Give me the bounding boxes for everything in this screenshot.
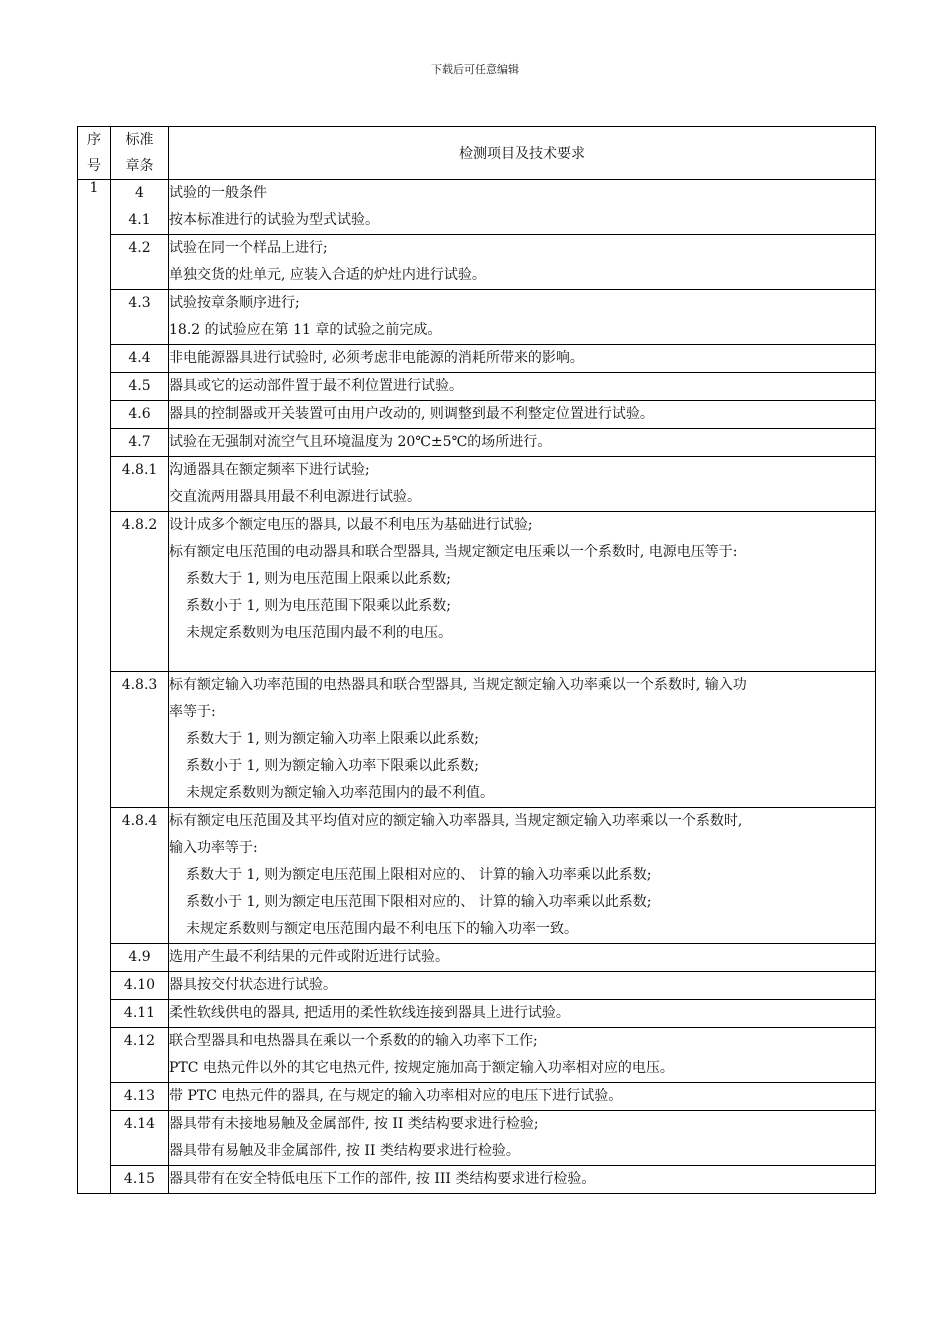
clause-number: 4.8.2 [121, 517, 158, 533]
clause-cell [111, 1166, 169, 1194]
clause-number: 4.6 [128, 406, 151, 422]
requirement-line: 输入功率等于: [169, 840, 258, 856]
clause-cell [111, 457, 169, 512]
requirement-cell [169, 290, 876, 345]
clause-cell [111, 373, 169, 401]
requirement-line: 设计成多个额定电压的器具, 以最不利电压为基础进行试验; [169, 517, 533, 533]
requirement-cell [169, 235, 876, 290]
requirement-line: 联合型器具和电热器具在乘以一个系数的的输入功率下工作; [169, 1033, 538, 1049]
requirement-line: 试验的一般条件 [169, 185, 267, 201]
requirement-line: 器具带有在安全特低电压下工作的部件, 按 III 类结构要求进行检验。 [169, 1171, 596, 1187]
requirement-line: 率等于: [169, 704, 216, 720]
requirement-line: 带 PTC 电热元件的器具, 在与规定的输入功率相对应的电压下进行试验。 [169, 1088, 623, 1104]
requirement-line: 标有额定电压范围的电动器具和联合型器具, 当规定额定电压乘以一个系数时, 电源电压等于: [169, 544, 738, 560]
table-row [78, 972, 876, 1000]
clause-number: 4.10 [123, 977, 156, 993]
requirement-line: 沟通器具在额定频率下进行试验; [169, 462, 370, 478]
clause-cell [111, 672, 169, 808]
test-requirements-table [77, 126, 876, 1194]
table-row [78, 944, 876, 972]
clause-cell [111, 345, 169, 373]
table-row [78, 1028, 876, 1083]
clause-number: 4.8.4 [121, 813, 158, 829]
header-note: 下载后可任意编辑 [431, 63, 519, 76]
requirement-line: 未规定系数则与额定电压范围内最不利电压下的输入功率一致。 [186, 921, 578, 937]
clause-cell [111, 1000, 169, 1028]
clause-number: 4.8.1 [121, 462, 158, 478]
table-row [78, 1166, 876, 1194]
header-clause [111, 127, 169, 180]
header-requirement: 检测项目及技术要求 [169, 127, 876, 180]
clause-cell [111, 944, 169, 972]
seq-number: 1 [78, 180, 111, 1194]
clause-number: 4.3 [128, 295, 151, 311]
requirement-cell [169, 808, 876, 944]
requirement-line: 器具带有未接地易触及金属部件, 按 II 类结构要求进行检验; [169, 1116, 539, 1132]
requirement-cell [169, 373, 876, 401]
requirement-line: 标有额定输入功率范围的电热器具和联合型器具, 当规定额定输入功率乘以一个系数时, 输入功 [169, 677, 747, 693]
table-row [78, 457, 876, 512]
header-clause-line1: 标准 [125, 132, 154, 148]
clause-number: 4.14 [123, 1116, 156, 1132]
clause-number: 4.11 [123, 1005, 156, 1021]
table-row [78, 672, 876, 808]
clause-cell [111, 290, 169, 345]
requirement-line: 未规定系数则为额定输入功率范围内的最不利值。 [186, 785, 494, 801]
clause-number: 4.12 [123, 1033, 156, 1049]
table-row [78, 235, 876, 290]
requirement-cell [169, 1000, 876, 1028]
requirement-cell [169, 429, 876, 457]
requirement-cell [169, 972, 876, 1000]
clause-cell [111, 1083, 169, 1111]
requirement-line: 系数大于 1, 则为电压范围上限乘以此系数; [186, 571, 451, 587]
requirement-line: 系数小于 1, 则为额定输入功率下限乘以此系数; [186, 758, 479, 774]
table-row [78, 1000, 876, 1028]
requirement-line: 非电能源器具进行试验时, 必须考虑非电能源的消耗所带来的影响。 [169, 350, 584, 366]
clause-cell [111, 401, 169, 429]
requirement-line: 柔性软线供电的器具, 把适用的柔性软线连接到器具上进行试验。 [169, 1005, 570, 1021]
clause-cell [111, 235, 169, 290]
requirement-line: 标有额定电压范围及其平均值对应的额定输入功率器具, 当规定额定输入功率乘以一个系数时, [169, 813, 743, 829]
requirement-cell [169, 1166, 876, 1194]
requirement-cell [169, 944, 876, 972]
requirement-line: 系数小于 1, 则为电压范围下限乘以此系数; [186, 598, 451, 614]
requirement-line: 系数大于 1, 则为额定输入功率上限乘以此系数; [186, 731, 479, 747]
clause-number: 4.13 [123, 1088, 156, 1104]
table-row [78, 512, 876, 672]
requirement-line: 单独交货的灶单元, 应装入合适的炉灶内进行试验。 [169, 267, 486, 283]
clause-number: 4.9 [128, 949, 151, 965]
table-row [78, 401, 876, 429]
clause-number: 4.1 [128, 212, 151, 228]
table-row [78, 1083, 876, 1111]
requirement-line: 试验在无强制对流空气且环境温度为 20℃±5℃的场所进行。 [169, 434, 552, 450]
clause-number: 4.15 [123, 1171, 156, 1187]
clause-cell [111, 808, 169, 944]
requirement-line: 试验按章条顺序进行; [169, 295, 300, 311]
requirement-cell [169, 457, 876, 512]
clause-number: 4.8.3 [121, 677, 158, 693]
requirement-line: 器具的控制器或开关装置可由用户改动的, 则调整到最不利整定位置进行试验。 [169, 406, 654, 422]
row-spacer [169, 647, 875, 671]
requirement-cell [169, 1083, 876, 1111]
requirement-line: 按本标准进行的试验为型式试验。 [169, 212, 379, 228]
requirement-cell [169, 1111, 876, 1166]
requirement-line: 器具按交付状态进行试验。 [169, 977, 337, 993]
requirement-cell [169, 512, 876, 672]
clause-number: 4.2 [128, 240, 151, 256]
requirement-line: 18.2 的试验应在第 11 章的试验之前完成。 [169, 322, 442, 338]
table-row [78, 290, 876, 345]
requirement-cell [169, 180, 876, 235]
header-seq-line1: 序 [87, 132, 101, 148]
requirement-line: 未规定系数则为电压范围内最不利的电压。 [186, 625, 452, 641]
clause-cell [111, 1111, 169, 1166]
clause-cell [111, 972, 169, 1000]
table-header-row [78, 127, 876, 180]
table-row [78, 373, 876, 401]
requirement-line: 交直流两用器具用最不利电源进行试验。 [169, 489, 421, 505]
table-row [78, 1111, 876, 1166]
clause-cell [111, 512, 169, 672]
header-seq [78, 127, 111, 180]
requirement-cell [169, 401, 876, 429]
requirement-line: PTC 电热元件以外的其它电热元件, 按规定施加高于额定输入功率相对应的电压。 [169, 1060, 674, 1076]
requirement-line: 器具带有易触及非金属部件, 按 II 类结构要求进行检验。 [169, 1143, 520, 1159]
requirement-cell [169, 345, 876, 373]
clause-cell [111, 1028, 169, 1083]
requirement-line: 选用产生最不利结果的元件或附近进行试验。 [169, 949, 449, 965]
requirement-cell [169, 1028, 876, 1083]
table-row [78, 180, 876, 235]
table-row [78, 808, 876, 944]
table-row [78, 345, 876, 373]
clause-cell [111, 429, 169, 457]
clause-number: 4.7 [128, 434, 151, 450]
clause-number: 4 [135, 185, 144, 201]
header-seq-line2: 号 [87, 158, 101, 174]
clause-cell [111, 180, 169, 235]
requirement-line: 系数小于 1, 则为额定电压范围下限相对应的、 计算的输入功率乘以此系数; [186, 894, 652, 910]
requirement-line: 器具或它的运动部件置于最不利位置进行试验。 [169, 378, 463, 394]
header-clause-line2: 章条 [125, 158, 154, 174]
requirement-line: 试验在同一个样品上进行; [169, 240, 328, 256]
requirement-line: 系数大于 1, 则为额定电压范围上限相对应的、 计算的输入功率乘以此系数; [186, 867, 652, 883]
table-row [78, 429, 876, 457]
clause-number: 4.5 [128, 378, 151, 394]
clause-number: 4.4 [128, 350, 151, 366]
requirement-cell [169, 672, 876, 808]
